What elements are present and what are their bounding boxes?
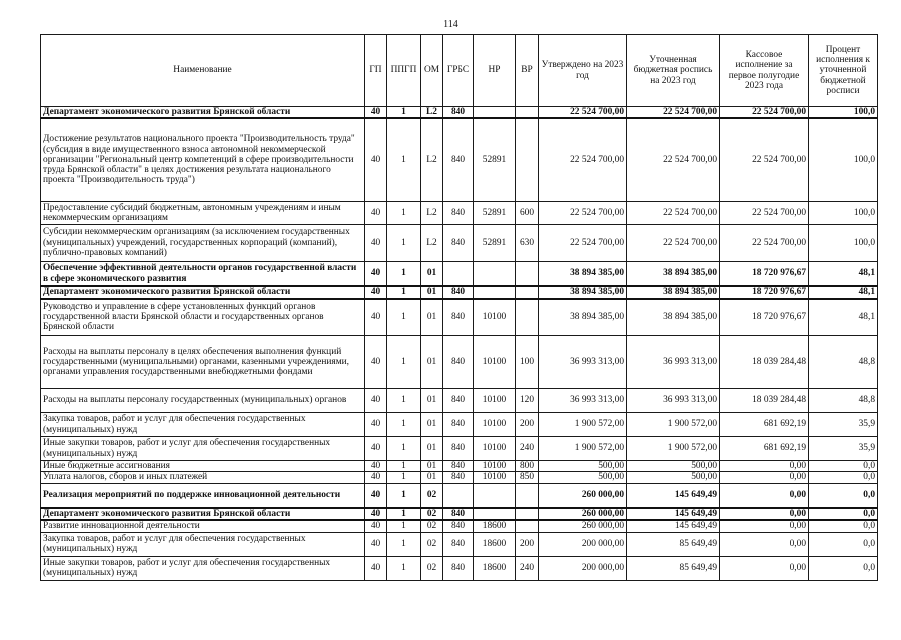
cell-refined: 22 524 700,00	[627, 224, 720, 261]
table-row	[41, 437, 878, 461]
page-number: 114	[443, 19, 458, 30]
cell-name: Закупка товаров, работ и услуг для обеспечения государственных (муниципальных) нужд	[41, 413, 365, 437]
table-row	[41, 520, 878, 532]
cell-np	[474, 261, 516, 286]
cell-cash: 22 524 700,00	[720, 201, 809, 224]
cell-cash: 0,00	[720, 472, 809, 483]
cell-name: Обеспечение эффективной деятельности органов государственной власти в сфере экономического развития	[41, 261, 365, 286]
cell-vr	[516, 261, 539, 286]
cell-np: 18600	[474, 556, 516, 580]
cell-np: 52891	[474, 118, 516, 201]
cell-cash: 18 720 976,67	[720, 286, 809, 298]
cell-om: 01	[421, 413, 443, 437]
cell-om: 01	[421, 437, 443, 461]
table-row	[41, 201, 878, 224]
cell-name: Иные закупки товаров, работ и услуг для обеспечения государственных (муниципальных) нужд	[41, 556, 365, 580]
cell-gp: 40	[365, 201, 387, 224]
cell-cash: 0,00	[720, 532, 809, 556]
cell-gp: 40	[365, 437, 387, 461]
header-refined: Уточненная бюджетная роспись на 2023 год	[627, 35, 720, 107]
cell-vr: 200	[516, 413, 539, 437]
cell-gp: 40	[365, 261, 387, 286]
cell-vr: 850	[516, 472, 539, 483]
cell-gp: 40	[365, 389, 387, 413]
cell-gp: 40	[365, 508, 387, 520]
cell-np: 10100	[474, 389, 516, 413]
cell-om: 01	[421, 286, 443, 298]
cell-percent: 48,1	[809, 286, 878, 298]
cell-np: 10100	[474, 336, 516, 389]
cell-grbs: 840	[443, 532, 474, 556]
cell-cash: 22 524 700,00	[720, 224, 809, 261]
table-header-row	[41, 35, 878, 107]
cell-approved: 260 000,00	[539, 520, 627, 532]
cell-om: 02	[421, 556, 443, 580]
cell-approved: 38 894 385,00	[539, 286, 627, 298]
cell-grbs: 840	[443, 336, 474, 389]
cell-refined: 38 894 385,00	[627, 261, 720, 286]
cell-cash: 0,00	[720, 508, 809, 520]
cell-ppgp: 1	[387, 532, 421, 556]
cell-name: Достижение результатов национального проекта "Производительность труда" (субсидия в виде имущественного взноса автономной некоммерческой организации "Региональный центр компетенций в сфере производительности труда Брянской области" в целях достижения результата национального проекта "Производительность труда")	[41, 118, 365, 201]
cell-ppgp: 1	[387, 472, 421, 483]
cell-cash: 0,00	[720, 461, 809, 472]
cell-refined: 500,00	[627, 461, 720, 472]
cell-om: 01	[421, 472, 443, 483]
table-row	[41, 472, 878, 483]
cell-grbs	[443, 483, 474, 508]
cell-cash: 18 720 976,67	[720, 261, 809, 286]
cell-refined: 38 894 385,00	[627, 286, 720, 298]
cell-vr: 240	[516, 437, 539, 461]
cell-percent: 0,0	[809, 472, 878, 483]
cell-ppgp: 1	[387, 413, 421, 437]
header-ppgp: ППГП	[387, 35, 421, 107]
cell-np: 10100	[474, 472, 516, 483]
cell-name: Руководство и управление в сфере установленных функций органов государственной власти Брянской области и государственных органов Брянской области	[41, 299, 365, 336]
header-np: НР	[474, 35, 516, 107]
cell-refined: 1 900 572,00	[627, 413, 720, 437]
table-row	[41, 389, 878, 413]
cell-vr: 100	[516, 336, 539, 389]
cell-om: 01	[421, 299, 443, 336]
header-percent: Процент исполнения к уточненной бюджетной росписи	[809, 35, 878, 107]
cell-ppgp: 1	[387, 520, 421, 532]
cell-approved: 260 000,00	[539, 483, 627, 508]
cell-cash: 0,00	[720, 520, 809, 532]
cell-vr: 120	[516, 389, 539, 413]
cell-ppgp: 1	[387, 483, 421, 508]
cell-grbs	[443, 261, 474, 286]
cell-grbs: 840	[443, 389, 474, 413]
cell-percent: 100,0	[809, 224, 878, 261]
cell-name: Расходы на выплаты персоналу в целях обеспечения выполнения функций государственными (муниципальными) органами, казенными учреждениями, органами управления государственными внебюджетными фондами	[41, 336, 365, 389]
cell-om: 02	[421, 483, 443, 508]
table-row	[41, 532, 878, 556]
table-row	[41, 107, 878, 119]
cell-np: 52891	[474, 201, 516, 224]
cell-np: 10100	[474, 437, 516, 461]
cell-grbs: 840	[443, 437, 474, 461]
cell-approved: 22 524 700,00	[539, 201, 627, 224]
cell-ppgp: 1	[387, 336, 421, 389]
cell-refined: 145 649,49	[627, 508, 720, 520]
cell-ppgp: 1	[387, 556, 421, 580]
cell-cash: 681 692,19	[720, 413, 809, 437]
cell-refined: 22 524 700,00	[627, 107, 720, 119]
cell-cash: 22 524 700,00	[720, 107, 809, 119]
table-body	[41, 107, 878, 581]
cell-gp: 40	[365, 520, 387, 532]
cell-refined: 500,00	[627, 472, 720, 483]
cell-refined: 85 649,49	[627, 532, 720, 556]
cell-refined: 1 900 572,00	[627, 437, 720, 461]
cell-vr	[516, 520, 539, 532]
cell-refined: 22 524 700,00	[627, 118, 720, 201]
cell-percent: 0,0	[809, 483, 878, 508]
cell-vr	[516, 118, 539, 201]
cell-gp: 40	[365, 556, 387, 580]
cell-percent: 48,1	[809, 261, 878, 286]
cell-percent: 100,0	[809, 201, 878, 224]
cell-percent: 48,1	[809, 299, 878, 336]
cell-grbs: 840	[443, 224, 474, 261]
cell-gp: 40	[365, 461, 387, 472]
table-row	[41, 336, 878, 389]
cell-percent: 48,8	[809, 389, 878, 413]
cell-grbs: 840	[443, 299, 474, 336]
cell-ppgp: 1	[387, 389, 421, 413]
header-approved: Утверждено на 2023 год	[539, 35, 627, 107]
cell-approved: 22 524 700,00	[539, 224, 627, 261]
cell-approved: 22 524 700,00	[539, 107, 627, 119]
cell-name: Департамент экономического развития Брянской области	[41, 508, 365, 520]
cell-name: Субсидии некоммерческим организациям (за исключением государственных (муниципальных) учреждений, государственных корпораций (компаний), публично-правовых компаний)	[41, 224, 365, 261]
cell-grbs: 840	[443, 472, 474, 483]
cell-approved: 1 900 572,00	[539, 413, 627, 437]
header-vr: ВР	[516, 35, 539, 107]
cell-refined: 36 993 313,00	[627, 336, 720, 389]
cell-vr: 600	[516, 201, 539, 224]
cell-np: 52891	[474, 224, 516, 261]
cell-grbs: 840	[443, 413, 474, 437]
cell-gp: 40	[365, 286, 387, 298]
cell-vr: 200	[516, 532, 539, 556]
cell-approved: 36 993 313,00	[539, 336, 627, 389]
cell-approved: 200 000,00	[539, 532, 627, 556]
cell-approved: 38 894 385,00	[539, 261, 627, 286]
cell-om: 02	[421, 532, 443, 556]
cell-percent: 35,9	[809, 413, 878, 437]
cell-cash: 0,00	[720, 556, 809, 580]
cell-percent: 48,8	[809, 336, 878, 389]
cell-np: 10100	[474, 299, 516, 336]
cell-refined: 145 649,49	[627, 520, 720, 532]
cell-percent: 35,9	[809, 437, 878, 461]
cell-name: Закупка товаров, работ и услуг для обеспечения государственных (муниципальных) нужд	[41, 532, 365, 556]
cell-gp: 40	[365, 224, 387, 261]
table-row	[41, 556, 878, 580]
cell-ppgp: 1	[387, 224, 421, 261]
cell-name: Развитие инновационной деятельности	[41, 520, 365, 532]
cell-grbs: 840	[443, 107, 474, 119]
cell-np: 18600	[474, 532, 516, 556]
cell-cash: 681 692,19	[720, 437, 809, 461]
cell-approved: 38 894 385,00	[539, 299, 627, 336]
cell-cash: 18 039 284,48	[720, 389, 809, 413]
cell-np	[474, 107, 516, 119]
cell-om: 02	[421, 520, 443, 532]
cell-approved: 260 000,00	[539, 508, 627, 520]
cell-refined: 38 894 385,00	[627, 299, 720, 336]
cell-cash: 0,00	[720, 483, 809, 508]
cell-om: 01	[421, 389, 443, 413]
cell-np	[474, 483, 516, 508]
cell-name: Расходы на выплаты персоналу государственных (муниципальных) органов	[41, 389, 365, 413]
cell-name: Департамент экономического развития Брянской области	[41, 107, 365, 119]
cell-name: Департамент экономического развития Брянской области	[41, 286, 365, 298]
cell-om: L2	[421, 118, 443, 201]
cell-np	[474, 508, 516, 520]
cell-refined: 22 524 700,00	[627, 201, 720, 224]
cell-percent: 100,0	[809, 118, 878, 201]
cell-percent: 100,0	[809, 107, 878, 119]
cell-name: Предоставление субсидий бюджетным, автономным учреждениям и иным некоммерческим организациям	[41, 201, 365, 224]
cell-approved: 200 000,00	[539, 556, 627, 580]
table-row	[41, 461, 878, 472]
cell-gp: 40	[365, 483, 387, 508]
cell-np: 10100	[474, 461, 516, 472]
cell-om: L2	[421, 107, 443, 119]
cell-ppgp: 1	[387, 286, 421, 298]
cell-vr	[516, 508, 539, 520]
cell-grbs: 840	[443, 556, 474, 580]
cell-ppgp: 1	[387, 508, 421, 520]
cell-vr	[516, 299, 539, 336]
cell-om: L2	[421, 201, 443, 224]
cell-approved: 36 993 313,00	[539, 389, 627, 413]
cell-name: Реализация мероприятий по поддержке инновационной деятельности	[41, 483, 365, 508]
cell-percent: 0,0	[809, 532, 878, 556]
cell-om: L2	[421, 224, 443, 261]
cell-ppgp: 1	[387, 261, 421, 286]
cell-grbs: 840	[443, 201, 474, 224]
cell-om: 01	[421, 261, 443, 286]
cell-grbs: 840	[443, 508, 474, 520]
cell-vr: 800	[516, 461, 539, 472]
cell-cash: 18 039 284,48	[720, 336, 809, 389]
cell-name: Уплата налогов, сборов и иных платежей	[41, 472, 365, 483]
cell-percent: 0,0	[809, 461, 878, 472]
cell-approved: 500,00	[539, 472, 627, 483]
table-row	[41, 118, 878, 201]
cell-refined: 85 649,49	[627, 556, 720, 580]
table-row	[41, 483, 878, 508]
cell-np: 10100	[474, 413, 516, 437]
cell-approved: 500,00	[539, 461, 627, 472]
cell-cash: 22 524 700,00	[720, 118, 809, 201]
table-row	[41, 299, 878, 336]
cell-vr: 630	[516, 224, 539, 261]
cell-ppgp: 1	[387, 201, 421, 224]
cell-gp: 40	[365, 472, 387, 483]
table-row	[41, 286, 878, 298]
cell-gp: 40	[365, 299, 387, 336]
table-row	[41, 261, 878, 286]
cell-name: Иные бюджетные ассигнования	[41, 461, 365, 472]
header-gp: ГП	[365, 35, 387, 107]
table-row	[41, 224, 878, 261]
cell-vr	[516, 286, 539, 298]
cell-np: 18600	[474, 520, 516, 532]
cell-om: 01	[421, 461, 443, 472]
cell-vr	[516, 107, 539, 119]
cell-refined: 36 993 313,00	[627, 389, 720, 413]
cell-grbs: 840	[443, 520, 474, 532]
cell-ppgp: 1	[387, 437, 421, 461]
table-row	[41, 508, 878, 520]
cell-gp: 40	[365, 107, 387, 119]
cell-approved: 1 900 572,00	[539, 437, 627, 461]
cell-refined: 145 649,49	[627, 483, 720, 508]
cell-ppgp: 1	[387, 107, 421, 119]
cell-gp: 40	[365, 336, 387, 389]
cell-gp: 40	[365, 413, 387, 437]
cell-percent: 0,0	[809, 508, 878, 520]
budget-table	[40, 34, 878, 581]
cell-om: 02	[421, 508, 443, 520]
table-row	[41, 413, 878, 437]
cell-vr	[516, 483, 539, 508]
cell-cash: 18 720 976,67	[720, 299, 809, 336]
cell-name: Иные закупки товаров, работ и услуг для обеспечения государственных (муниципальных) нужд	[41, 437, 365, 461]
header-name: Наименование	[41, 35, 365, 107]
header-cash: Кассовое исполнение за первое полугодие 2023 года	[720, 35, 809, 107]
cell-om: 01	[421, 336, 443, 389]
cell-percent: 0,0	[809, 520, 878, 532]
cell-ppgp: 1	[387, 299, 421, 336]
cell-grbs: 840	[443, 118, 474, 201]
cell-approved: 22 524 700,00	[539, 118, 627, 201]
cell-percent: 0,0	[809, 556, 878, 580]
cell-ppgp: 1	[387, 461, 421, 472]
cell-grbs: 840	[443, 461, 474, 472]
cell-gp: 40	[365, 118, 387, 201]
cell-np	[474, 286, 516, 298]
header-grbs: ГРБС	[443, 35, 474, 107]
header-om: ОМ	[421, 35, 443, 107]
cell-gp: 40	[365, 532, 387, 556]
cell-vr: 240	[516, 556, 539, 580]
cell-grbs: 840	[443, 286, 474, 298]
cell-ppgp: 1	[387, 118, 421, 201]
